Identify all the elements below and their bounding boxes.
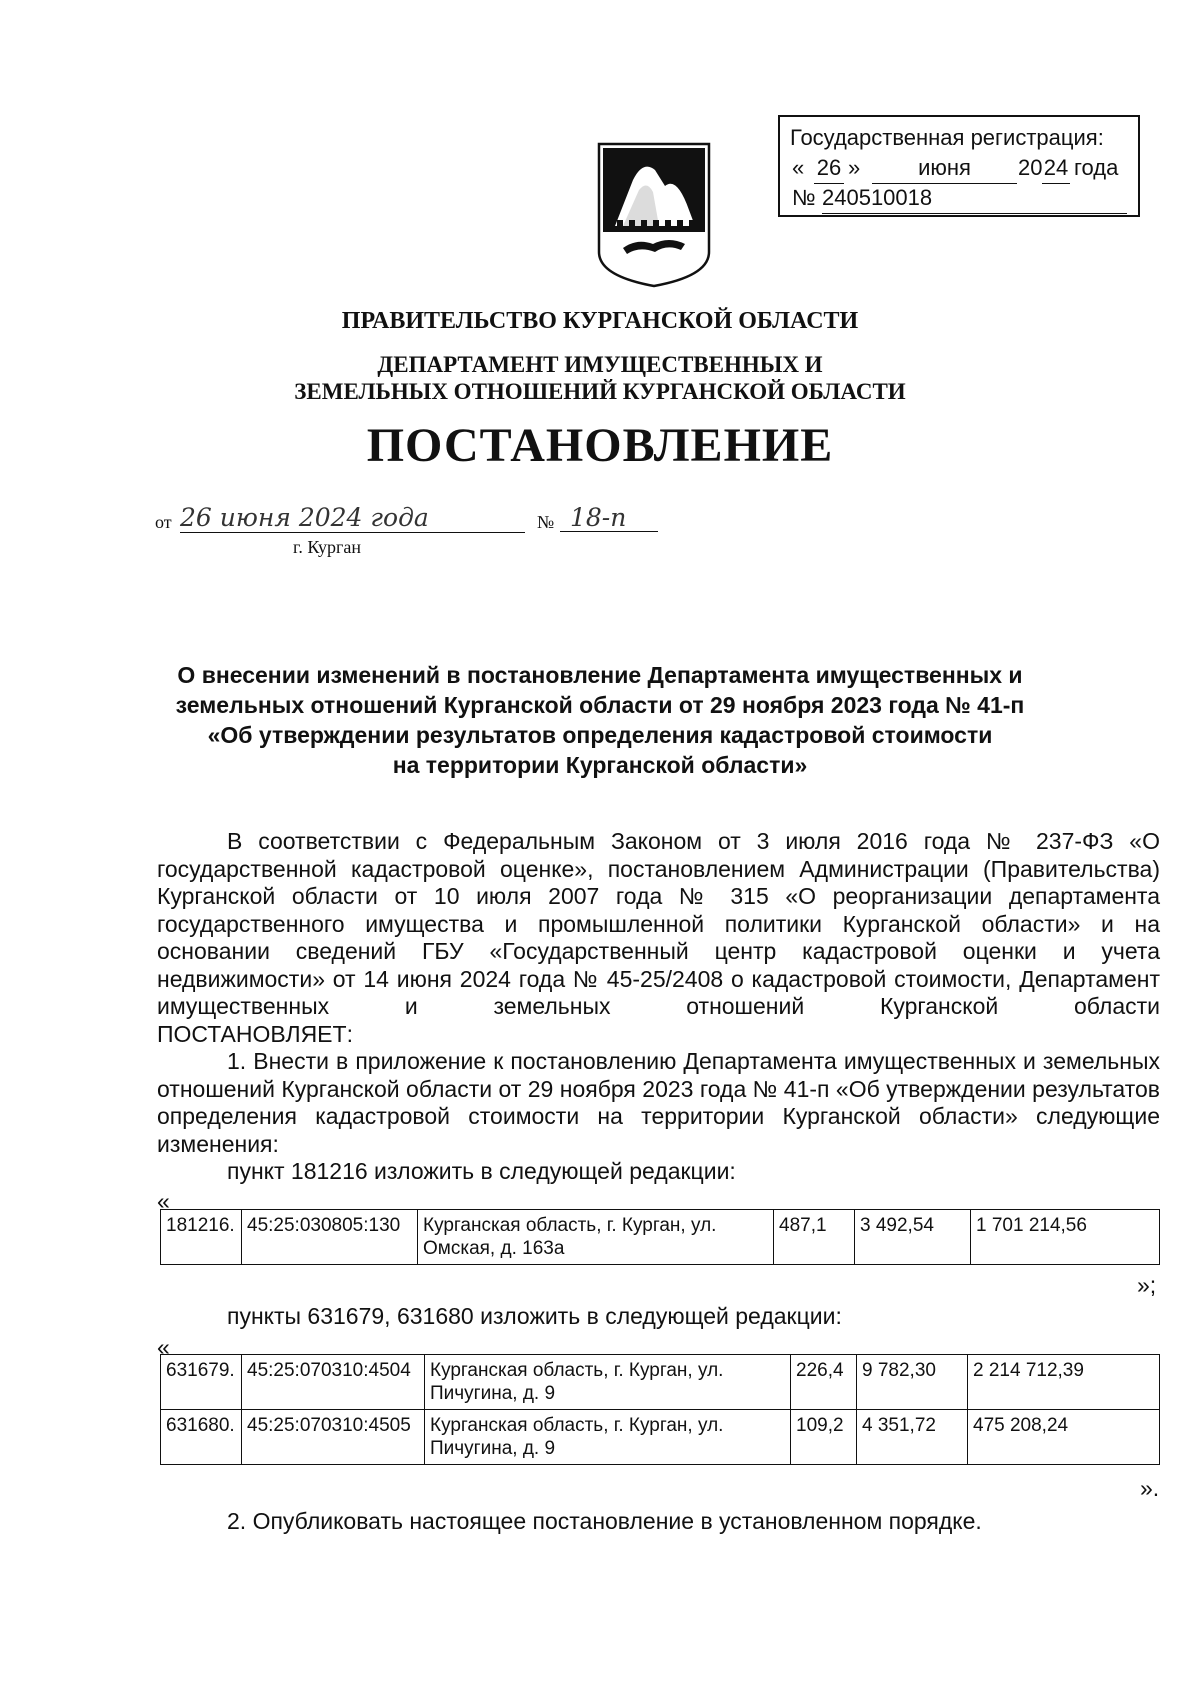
cadastral-table-1 [160,1209,1160,1265]
registration-year-word: года [1074,155,1119,180]
cell-rate: 9 782,30 [857,1355,968,1410]
registration-number-label: № [792,185,816,210]
paragraph-point-181216: пункт 181216 изложить в следующей редакции: [227,1158,736,1184]
table-row [161,1355,1160,1410]
cell-cadastral-number: 45:25:070310:4505 [242,1410,425,1465]
cell-rate: 4 351,72 [857,1410,968,1465]
cadastral-table-2 [160,1354,1160,1465]
cell-number: 631679. [161,1355,242,1410]
quote-close-1: »; [1137,1272,1157,1298]
city-name: г. Курган [293,537,362,557]
cell-area: 487,1 [774,1210,855,1265]
paragraph-item-1: 1. Внести в приложение к постановлению Департамента имущественных и земельных отношений Курганской области от 29 ноября 2023 года № 41-п «Об утверждении результатов определения кадастровой стоимости на территории Курганской области» следующие изменения: [157,1048,1160,1157]
government-name: ПРАВИТЕЛЬСТВО КУРГАНСКОЙ ОБЛАСТИ [341,308,859,334]
address-line: Омская, д. 163а [423,1238,565,1259]
cell-cadastral-value: 2 214 712,39 [968,1355,1160,1410]
paragraph-item-2: 2. Опубликовать настоящее постановление в установленном порядке. [227,1508,982,1534]
department-name-line2: ЗЕМЕЛЬНЫХ ОТНОШЕНИЙ КУРГАНСКОЙ ОБЛАСТИ [294,379,906,404]
address-line: Курганская область, г. Курган, ул. [423,1215,717,1236]
title-line: О внесении изменений в постановление Департамента имущественных и [177,662,1023,688]
cell-cadastral-number: 45:25:030805:130 [242,1210,418,1265]
registration-year-prefix: 20 [1018,155,1043,180]
title-line: «Об утверждении результатов определения кадастровой стоимости [207,722,993,748]
registration-number-row [790,183,1128,213]
table-row [161,1410,1160,1465]
registration-day-close: » [848,155,861,180]
registration-year-suffix: 24 [1042,153,1070,184]
title-line: земельных отношений Курганской области от 29 ноября 2023 года № 41-п [175,692,1025,718]
address-line: Пичугина, д. 9 [430,1383,556,1404]
quote-open-2: « [157,1334,170,1360]
document-number-label: № [537,512,555,532]
paragraph-points-631679-631680: пункты 631679, 631680 изложить в следующей редакции: [227,1303,842,1329]
cell-address [425,1410,791,1465]
cell-cadastral-value: 475 208,24 [968,1410,1160,1465]
paragraph-decree: ПОСТАНОВЛЯЕТ: [157,1021,353,1047]
department-name-line1: ДЕПАРТАМЕНТ ИМУЩЕСТВЕННЫХ И [377,352,823,377]
date-from-label: от [155,512,172,532]
registration-number: 240510018 [822,183,1127,214]
document-title [140,660,1060,780]
quote-close-2: ». [1140,1475,1160,1501]
registration-date-row [790,153,1128,183]
title-line: на территории Курганской области» [392,752,808,778]
cell-number: 631680. [161,1410,242,1465]
cell-area: 109,2 [791,1410,857,1465]
registration-day-open: « [792,155,805,180]
coat-of-arms-icon [593,140,715,288]
registration-box [778,115,1140,217]
paragraph-basis: В соответствии с Федеральным Законом от 3 июля 2016 года № 237-ФЗ «О государственной кадастровой оценке», постановлением Администрации (Правительства) Курганской области от 10 июля 2007 года № 315 «О реорганизации департамента государственного имущества и промышленной политики Курганской области» и на основании сведений ГБУ «Государственный центр кадастровой оценки и учета недвижимости» от 14 июня 2024 года № 45-25/2408 о кадастровой стоимости, Департамент имущественных и земельных отношений Курганской области [157,828,1160,1019]
cell-address [418,1210,774,1265]
registration-month: июня [872,153,1017,184]
registration-day: 26 [814,153,844,184]
cell-cadastral-value: 1 701 214,56 [971,1210,1160,1265]
handwritten-date: 26 июня 2024 года [180,504,525,533]
cell-address [425,1355,791,1410]
document-type: ПОСТАНОВЛЕНИЕ [366,419,834,472]
cell-number: 181216. [161,1210,242,1265]
table-row [161,1210,1160,1265]
cell-cadastral-number: 45:25:070310:4504 [242,1355,425,1410]
address-line: Пичугина, д. 9 [430,1438,556,1459]
registration-heading: Государственная регистрация: [790,125,1104,150]
handwritten-number: 18-п [560,504,658,532]
cell-area: 226,4 [791,1355,857,1410]
address-line: Курганская область, г. Курган, ул. [430,1415,724,1436]
quote-open-1: « [157,1188,170,1214]
cell-rate: 3 492,54 [855,1210,971,1265]
address-line: Курганская область, г. Курган, ул. [430,1360,724,1381]
